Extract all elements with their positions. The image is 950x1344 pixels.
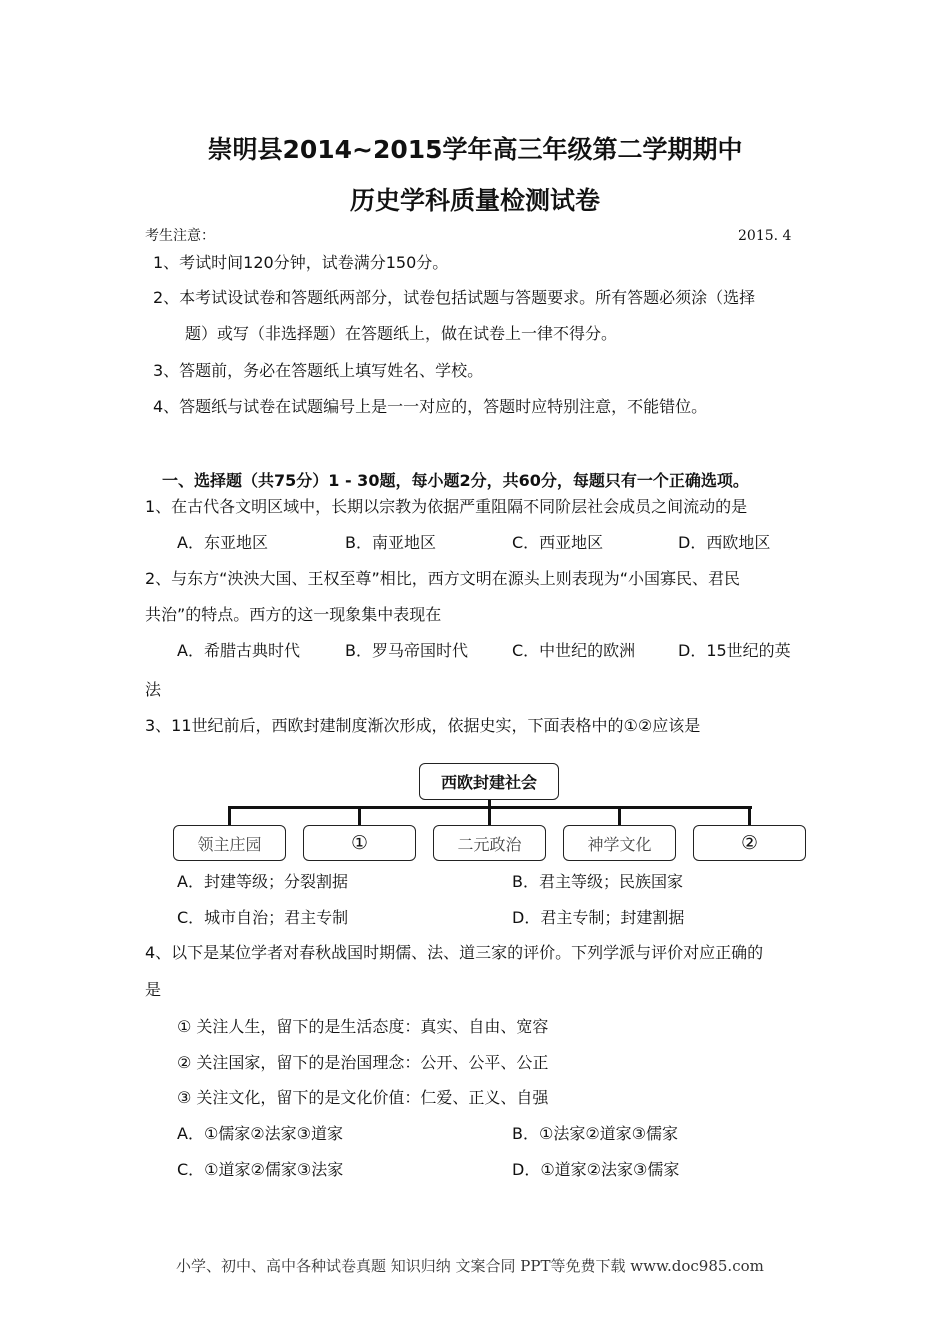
diagram-connector [488, 806, 491, 826]
q2-option-wrap: 法 [145, 680, 162, 699]
section-header: 一、选择题（共75分）1 - 30题，每小题2分，共60分，每题只有一个正确选项。 [162, 471, 749, 490]
q4-option-c: C．①道家②儒家③法家 [177, 1160, 344, 1179]
q3-stem: 3、11世纪前后，西欧封建制度渐次形成，依据史实，下面表格中的①②应该是 [145, 716, 701, 735]
title-line-1: 崇明县2014~2015学年高三年级第二学期期中 [207, 135, 743, 164]
title-line-2: 历史学科质量检测试卷 [349, 186, 600, 215]
q2-option-d: D．15世纪的英 [678, 641, 791, 660]
q1-option-c: C．西亚地区 [512, 533, 604, 552]
q3-option-a: A．封建等级；分裂割据 [177, 872, 348, 891]
q2-option-a: A．希腊古典时代 [177, 641, 300, 660]
q4-stem-2: 是 [145, 980, 162, 999]
q1-option-d: D．西欧地区 [678, 533, 771, 552]
notice-4: 4、答题纸与试卷在试题编号上是一一对应的，答题时应特别注意，不能错位。 [153, 397, 708, 416]
q4-item-1: ① 关注人生，留下的是生活态度：真实、自由、宽容 [177, 1017, 549, 1036]
q2-option-c: C．中世纪的欧洲 [512, 641, 636, 660]
q2-stem-1: 2、与东方“泱泱大国、王权至尊”相比，西方文明在源头上则表现为“小国寡民、君民 [145, 569, 741, 588]
notice-3: 3、答题前，务必在答题纸上填写姓名、学校。 [153, 361, 484, 380]
diagram-connector [618, 806, 621, 826]
q4-item-3: ③ 关注文化，留下的是文化价值：仁爱、正义、自强 [177, 1088, 549, 1107]
notice-2-cont: 题）或写（非选择题）在答题纸上，做在试卷上一律不得分。 [185, 324, 618, 343]
diagram-child: 领主庄园 [173, 825, 286, 861]
diagram-child: 二元政治 [433, 825, 546, 861]
diagram-connector [748, 806, 751, 826]
notice-2: 2、本考试设试卷和答题纸两部分，试卷包括试题与答题要求。所有答题必须涂（选择 [153, 288, 756, 307]
exam-date: 2015. 4 [738, 228, 792, 244]
diagram-child: ② [693, 825, 806, 861]
diagram-child: ① [303, 825, 416, 861]
notice-label: 考生注意： [145, 228, 215, 244]
q1-stem: 1、在古代各文明区域中，长期以宗教为依据严重阻隔不同阶层社会成员之间流动的是 [145, 497, 748, 516]
q4-option-d: D．①道家②法家③儒家 [512, 1160, 680, 1179]
q4-stem-1: 4、以下是某位学者对春秋战国时期儒、法、道三家的评价。下列学派与评价对应正确的 [145, 943, 764, 962]
q3-option-c: C．城市自治；君主专制 [177, 908, 349, 927]
q4-option-b: B．①法家②道家③儒家 [512, 1124, 679, 1143]
q3-option-b: B．君主等级；民族国家 [512, 872, 683, 891]
q1-option-b: B．南亚地区 [345, 533, 436, 552]
q4-option-a: A．①儒家②法家③道家 [177, 1124, 343, 1143]
q4-item-2: ② 关注国家，留下的是治国理念：公开、公平、公正 [177, 1053, 549, 1072]
diagram-connector [358, 806, 361, 826]
footer-link[interactable]: 小学、初中、高中各种试卷真题 知识归纳 文案合同 PPT等免费下载 www.doc985.com [176, 1257, 764, 1275]
q2-option-b: B．罗马帝国时代 [345, 641, 468, 660]
q1-option-a: A．东亚地区 [177, 533, 268, 552]
notice-1: 1、考试时间120分钟，试卷满分150分。 [153, 253, 449, 272]
diagram-root: 西欧封建社会 [419, 763, 559, 800]
q2-stem-2: 共治”的特点。西方的这一现象集中表现在 [145, 605, 442, 624]
q3-option-d: D．君主专制；封建割据 [512, 908, 685, 927]
diagram-child: 神学文化 [563, 825, 676, 861]
diagram-connector [228, 806, 231, 826]
